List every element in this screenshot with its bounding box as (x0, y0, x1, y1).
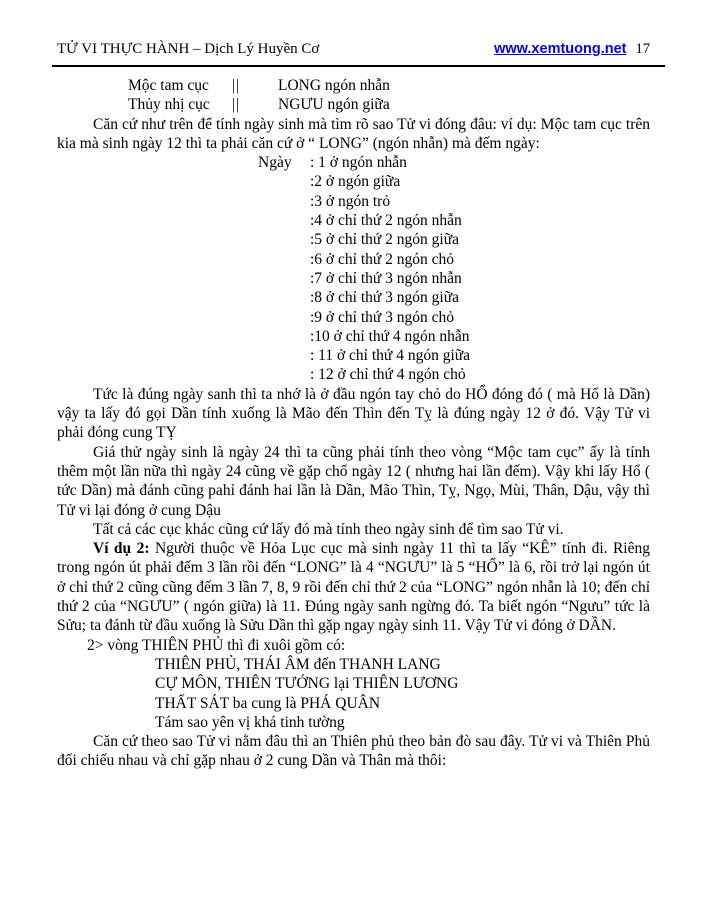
day-list-item-text: :7 ở chỉ thứ 3 ngón nhẫn (310, 269, 462, 287)
page-header (57, 40, 650, 58)
header-right (494, 40, 650, 58)
paragraph-tat-ca: Tất cả các cục khác cũng cứ lấy đó mà tính theo ngày sinh để tìm sao Tử vi. (93, 520, 564, 538)
verse-line: THIÊN PHỦ, THÁI ÂM đến THANH LANG (155, 655, 441, 673)
day-count-list (258, 153, 650, 385)
day-list-item-text: :2 ở ngón giữa (310, 173, 401, 191)
cuc-table (57, 76, 650, 115)
vi-du-2-text: Người thuộc về Hỏa Lục cục mà sinh ngày 11 thì ta lấy “KÊ” tính đi. Riêng trong ngón út phải đếm 3 lần rồi đến “LONG” là 4 “NGƯU” là 5 “HỔ” là 6, rồi trở lại ngón út ở chỉ thứ 2 cũng cũng đếm 3 lần 7, 8, 9 rồi đến chỉ thứ 2 của “LONG” ngón nhẫn là 10; đến chỉ thứ 2 của “NGƯU” ( ngón giữa) là 11. Đúng ngày sanh ngừng đó. Ta biết ngón “Ngưu” tức là Sửu; ta đánh từ đầu xuống là Sửu Dần thì gặp ngay ngày sinh 11. Vậy Tử vi đóng ở DẦN. (57, 540, 650, 635)
day-list-item (258, 192, 650, 211)
vi-du-2-label: Ví dụ 2: (93, 540, 150, 558)
day-list-item (258, 250, 650, 269)
page-number: 17 (635, 41, 650, 57)
verse-line: CỰ MÔN, THIÊN TƯỚNG lại THIÊN LƯƠNG (155, 675, 459, 693)
day-list-item (258, 327, 650, 346)
paragraph-can-cu-theo: Căn cứ theo sao Tử vi nằm đâu thì an Thiên phủ theo bản đò sau đây. Tử vi và Thiên Phủ đối chiếu nhau và chỉ gặp nhau ở 2 cung Dần và Thân mà thôi: (57, 733, 650, 770)
day-list-item-text: : 12 ở chỉ thứ 4 ngón chỏ (310, 366, 466, 384)
day-list-item (258, 346, 650, 365)
paragraph-can-cu: Căn cứ như trên để tính ngày sinh mà tìm rõ sao Tử vi đóng đâu: ví dụ: Mộc tam cục trên kia mà sinh ngày 12 thì ta phải căn cứ ở “ LONG” (ngón nhẫn) mà đếm ngày: (57, 115, 650, 152)
cuc-row-thuy (128, 95, 650, 114)
day-list-item (258, 230, 650, 249)
day-list-item-text: :6 ở chỉ thứ 2 ngón chỏ (310, 250, 455, 268)
day-list-item (258, 153, 650, 172)
day-list-item-text: :10 ở chỉ thứ 4 ngón nhẫn (310, 327, 470, 345)
cuc-name: Mộc tam cục (128, 77, 209, 94)
cuc-name: Thủy nhị cục (128, 96, 210, 114)
day-list-label: Ngày (258, 154, 292, 172)
day-list-item (258, 172, 650, 191)
day-list-item-text: :3 ở ngón trỏ (310, 192, 391, 210)
paragraph-tuc-la: Tức là đúng ngày sanh thì ta nhớ là ở đầu ngón tay chỏ do HỔ đóng đó ( mà Hổ là Dần) vậy ta lấy đó gọi Dần tính xuống là Mão đến Thìn đến Tỵ là đúng ngày 12 ở đó. Vậy Tử vi phải đóng cung TỴ (57, 385, 650, 442)
day-list-item-text: : 11 ở chỉ thứ 4 ngón giữa (310, 347, 471, 365)
header-divider (52, 65, 665, 67)
cuc-row-moc (128, 76, 650, 95)
day-list-item (258, 365, 650, 384)
day-list-item-text: :8 ở chỉ thứ 3 ngón giữa (310, 289, 459, 307)
verse-line: Tám sao yên vị khá tinh tường (155, 713, 345, 731)
day-list-item (258, 288, 650, 307)
day-list-item (258, 269, 650, 288)
cuc-value: NGƯU ngón giữa (278, 96, 390, 114)
day-list-item-text: : 1 ở ngón nhẫn (310, 154, 407, 172)
document-title: TỬ VI THỰC HÀNH – Dịch Lý Huyền Cơ (57, 41, 320, 57)
day-list-item-text: :4 ở chỉ thứ 2 ngón nhẫn (310, 212, 462, 230)
cuc-separator: || (232, 77, 241, 94)
paragraph-vi-du-2 (57, 539, 650, 635)
paragraph-gia-thu: Giá thử ngày sinh là ngày 24 thì ta cũng phải tính theo vòng “Mộc tam cục” ấy là tính thêm một lần nữa thì ngày 24 cũng về gặp chổ ngày 12 ( nhưng hai lần đếm). Vậy khi lấy Hổ ( tức Dần) mà đánh cũng pahỉ đánh hai lần là Dần, Mão Thìn, Tỵ, Ngọ, Mùi, Thân, Dậu, vậy thì Tử vi lại đóng ở cung Dậu (57, 443, 650, 519)
cuc-separator: || (232, 96, 241, 114)
cuc-value: LONG ngón nhẫn (278, 77, 390, 94)
verse-line: THẤT SÁT ba cung là PHÁ QUÂN (155, 694, 381, 712)
day-list-item-text: :9 ở chỉ thứ 3 ngón chỏ (310, 308, 455, 326)
document-body (57, 76, 650, 771)
vong-thien-phu-line: 2> vòng THIÊN PHỦ thì đi xuôi gồm có: (87, 636, 346, 654)
day-list-item (258, 211, 650, 230)
site-link[interactable]: www.xemtuong.net (494, 41, 627, 57)
day-list-item (258, 308, 650, 327)
day-list-item-text: :5 ở chỉ thứ 2 ngón giữa (310, 231, 459, 249)
thien-phu-verse (155, 655, 650, 732)
